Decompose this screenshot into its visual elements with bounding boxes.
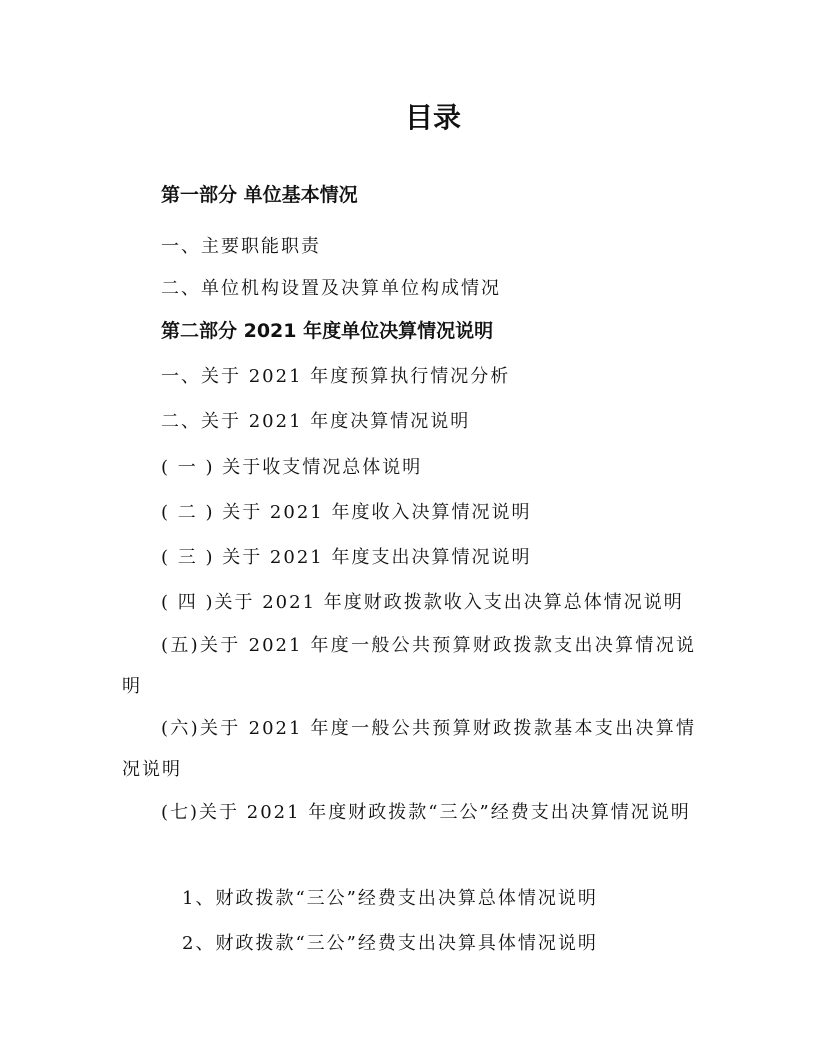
toc-entry: 一、主要职能职责 — [161, 236, 321, 257]
part1-heading: 第一部分 单位基本情况 — [161, 184, 358, 206]
toc-entry-wrapped: (七)关于 2021 年度财政拨款“三公”经费支出决算情况说明 — [161, 802, 691, 823]
toc-entry: 二、单位机构设置及决算单位构成情况 — [161, 278, 501, 299]
toc-entry: ( 一 ) 关于收支情况总体说明 — [161, 457, 423, 478]
toc-entry-wrapped: (六)关于 2021 年度一般公共预算财政拨款基本支出决算情况说明 — [122, 718, 696, 780]
toc-entry: ( 四 )关于 2021 年度财政拨款收入支出决算总体情况说明 — [161, 592, 684, 613]
toc-entry: ( 三 ) 关于 2021 年度支出决算情况说明 — [161, 547, 532, 568]
toc-title: 目录 — [404, 101, 461, 134]
toc-subentry: 1、财政拨款“三公”经费支出决算总体情况说明 — [182, 888, 598, 909]
toc-subentry: 2、财政拨款“三公”经费支出决算具体情况说明 — [182, 933, 598, 954]
part2-heading: 第二部分 2021 年度单位决算情况说明 — [161, 320, 494, 342]
toc-entry: ( 二 ) 关于 2021 年度收入决算情况说明 — [161, 502, 532, 523]
toc-entry: 一、关于 2021 年度预算执行情况分析 — [161, 366, 511, 387]
toc-entry-wrapped: (五)关于 2021 年度一般公共预算财政拨款支出决算情况说明 — [122, 635, 696, 697]
toc-entry: 二、关于 2021 年度决算情况说明 — [161, 411, 471, 432]
